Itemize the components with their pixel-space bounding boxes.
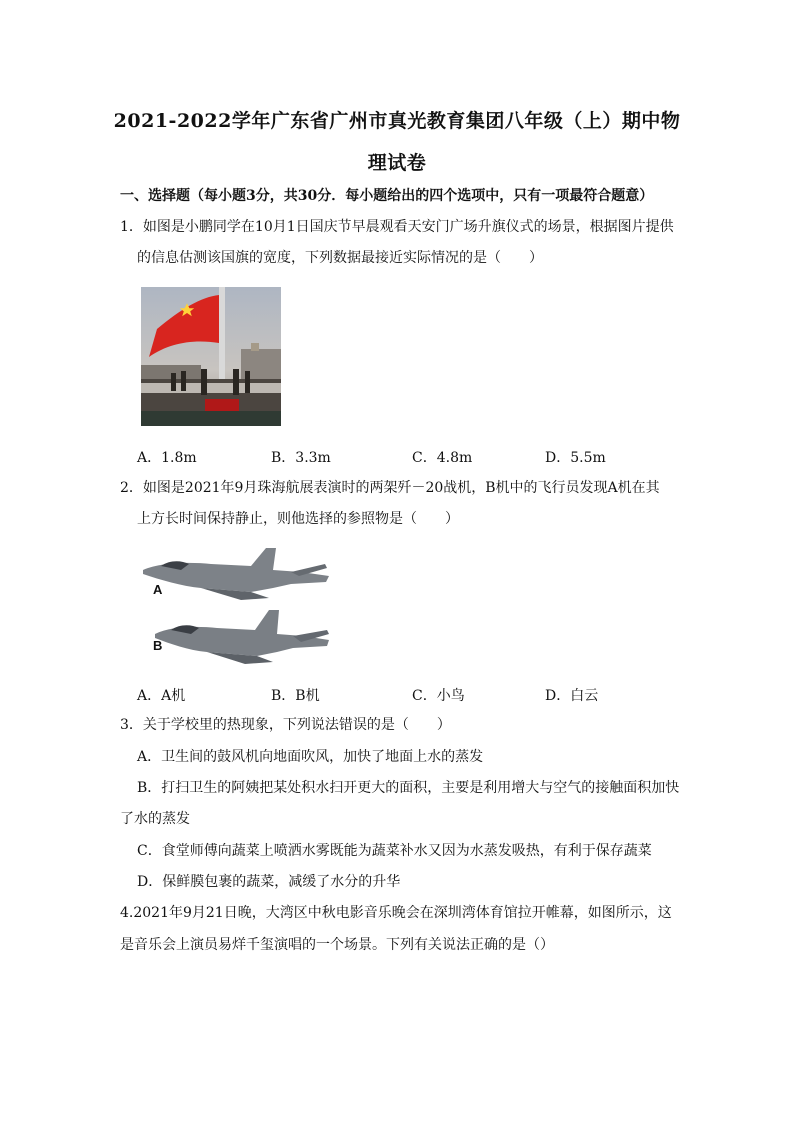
page-title-line2: 理试卷 (367, 152, 427, 174)
q2-option-b: B．B机 (271, 688, 320, 704)
q3-option-b-line1: B．打扫卫生的阿姨把某处积水扫开更大的面积，主要是利用增大与空气的接触面积加快 (137, 780, 680, 796)
q2-option-c: C．小鸟 (412, 688, 465, 704)
q4-stem-line1: 4.2021年9月21日晚，大湾区中秋电影音乐晚会在深圳湾体育馆拉开帷幕，如图所示，这 (120, 905, 672, 921)
q1-stem-line1: 1．如图是小鹏同学在10月1日国庆节早晨观看天安门广场升旗仪式的场景，根据图片提供 (120, 219, 674, 235)
q2-option-a: A．A机 (137, 688, 186, 704)
q1-option-b: B．3.3m (271, 450, 331, 466)
q3-option-d: D．保鲜膜包裹的蔬菜，减缓了水分的升华 (137, 874, 401, 890)
q1-option-a: A．1.8m (137, 450, 197, 466)
q1-stem-line2: 的信息估测该国旗的宽度，下列数据最接近实际情况的是（ ） (137, 250, 543, 266)
jet-a-label: A (153, 582, 163, 597)
fighter-jets-image (141, 542, 331, 672)
q2-stem-line1: 2．如图是2021年9月珠海航展表演时的两架歼－20战机，B机中的飞行员发现A机在其 (120, 480, 660, 496)
q1-option-d: D．5.5m (545, 450, 606, 466)
q3-option-b-line2: 了水的蒸发 (120, 811, 190, 827)
q2-option-d: D．白云 (545, 688, 599, 704)
q3-option-a: A．卫生间的鼓风机向地面吹风，加快了地面上水的蒸发 (137, 749, 484, 765)
jet-b-label: B (153, 638, 163, 653)
q3-stem: 3．关于学校里的热现象，下列说法错误的是（ ） (120, 717, 451, 733)
q1-option-c: C．4.8m (412, 450, 473, 466)
q4-stem-line2: 是音乐会上演员易烊千玺演唱的一个场景。下列有关说法正确的是（） (120, 937, 554, 953)
page-title-line1: 2021-2022学年广东省广州市真光教育集团八年级（上）期中物 (113, 110, 681, 132)
q3-option-c: C．食堂师傅向蔬菜上喷洒水雾既能为蔬菜补水又因为水蒸发吸热，有利于保存蔬菜 (137, 843, 652, 859)
section-header: 一、选择题（每小题3分，共30分．每小题给出的四个选项中，只有一项最符合题意） (120, 188, 654, 204)
flag-raising-photo (141, 287, 281, 426)
q2-stem-line2: 上方长时间保持静止，则他选择的参照物是（ ） (137, 511, 459, 527)
